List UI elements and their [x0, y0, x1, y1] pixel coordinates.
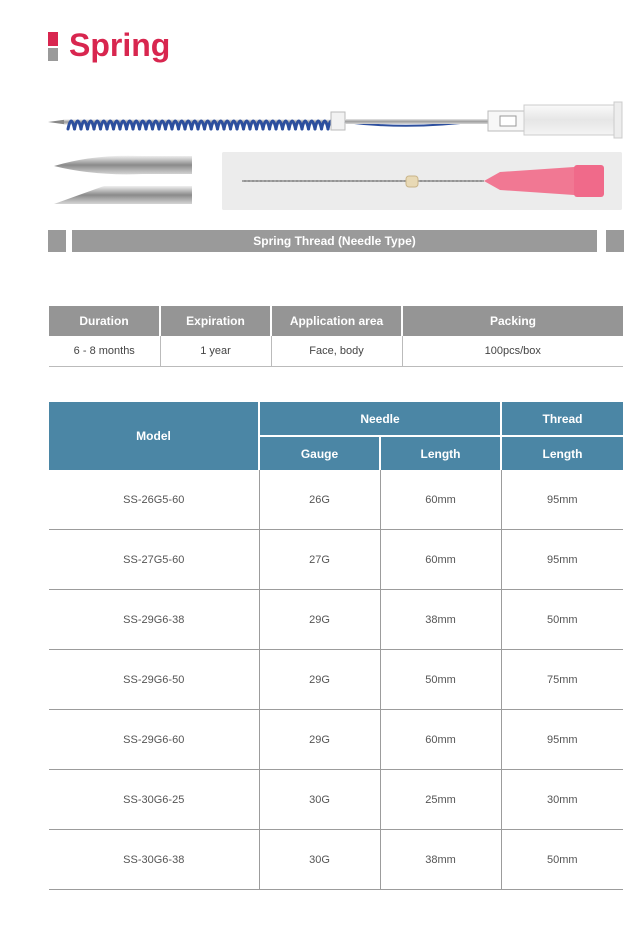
- gauge-cell: 29G: [259, 710, 380, 770]
- table-row: [49, 650, 623, 710]
- needle-length-cell: 60mm: [380, 470, 501, 530]
- gauge-cell: 26G: [259, 470, 380, 530]
- table-row: [49, 336, 623, 367]
- thread-length-cell: 95mm: [501, 470, 623, 530]
- spec-expiration: 1 year: [160, 336, 271, 367]
- section-bar-right: [606, 230, 624, 252]
- table-row: [49, 590, 623, 650]
- needle-length-cell: 50mm: [380, 650, 501, 710]
- model-cell: SS-29G6-50: [49, 650, 259, 710]
- thread-length-cell: 95mm: [501, 530, 623, 590]
- needle-length-cell: 60mm: [380, 530, 501, 590]
- spec-packing: 100pcs/box: [402, 336, 623, 367]
- table-row: [49, 710, 623, 770]
- header-needle-length: Length: [380, 436, 501, 470]
- header-needle-gauge: Gauge: [259, 436, 380, 470]
- model-cell: SS-30G6-25: [49, 770, 259, 830]
- model-table: [49, 402, 623, 890]
- page-title: Spring: [69, 27, 171, 63]
- header-needle: Needle: [259, 402, 501, 436]
- gauge-cell: 30G: [259, 830, 380, 890]
- model-cell: SS-26G5-60: [49, 470, 259, 530]
- needle-length-cell: 25mm: [380, 770, 501, 830]
- gauge-cell: 27G: [259, 530, 380, 590]
- model-cell: SS-27G5-60: [49, 530, 259, 590]
- needle-photo-icon: [222, 152, 622, 210]
- section-bar-left: [48, 230, 66, 252]
- gauge-cell: 29G: [259, 650, 380, 710]
- header-thread-length: Length: [501, 436, 623, 470]
- needle-tip-illustration-icon: [54, 152, 194, 210]
- spec-header-expiration: Expiration: [160, 306, 271, 336]
- table-row: [49, 770, 623, 830]
- gauge-cell: 30G: [259, 770, 380, 830]
- section-title: Spring Thread (Needle Type): [72, 230, 599, 252]
- needle-length-cell: 38mm: [380, 590, 501, 650]
- spec-duration: 6 - 8 months: [49, 336, 160, 367]
- model-cell: SS-30G6-38: [49, 830, 259, 890]
- spec-header-duration: Duration: [49, 306, 160, 336]
- thread-length-cell: 30mm: [501, 770, 623, 830]
- thread-length-cell: 50mm: [501, 590, 623, 650]
- table-row: [49, 530, 623, 590]
- needle-spring-illustration-icon: [48, 94, 624, 142]
- thread-length-cell: 95mm: [501, 710, 623, 770]
- header-model: Model: [49, 402, 259, 470]
- spec-header-application-area: Application area: [271, 306, 402, 336]
- title-marker-icon: [48, 32, 58, 61]
- spec-application-area: Face, body: [271, 336, 402, 367]
- model-header-row: [49, 402, 623, 436]
- header-thread: Thread: [501, 402, 623, 436]
- table-row: [49, 830, 623, 890]
- thread-length-cell: 75mm: [501, 650, 623, 710]
- thread-length-cell: 50mm: [501, 830, 623, 890]
- spec-table: [49, 306, 623, 367]
- needle-length-cell: 38mm: [380, 830, 501, 890]
- gauge-cell: 29G: [259, 590, 380, 650]
- model-cell: SS-29G6-38: [49, 590, 259, 650]
- model-cell: SS-29G6-60: [49, 710, 259, 770]
- spec-header-row: [49, 306, 623, 336]
- table-row: [49, 470, 623, 530]
- spec-header-packing: Packing: [402, 306, 623, 336]
- needle-length-cell: 60mm: [380, 710, 501, 770]
